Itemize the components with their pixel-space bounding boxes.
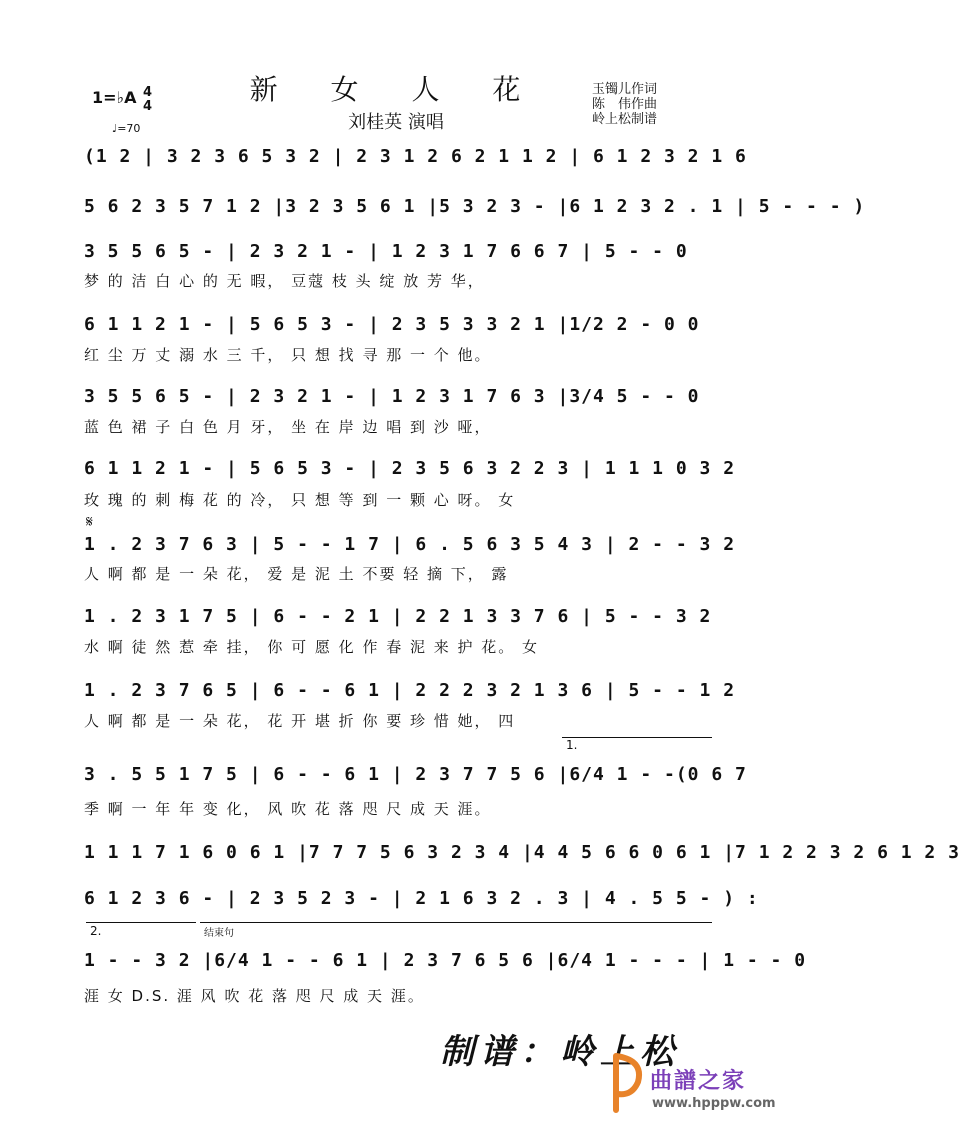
volta-1: 1. bbox=[566, 738, 578, 752]
ending-label: 结束句 bbox=[204, 928, 234, 939]
score-row-10: 3 . 5 5 1 7 5 | 6 - - 6 1 | 2 3 7 7 5 6 |6/4 1 - -(0 6 7 bbox=[84, 764, 747, 785]
lyric-row-7: 人 啊 都 是 一 朵 花， 爱 是 泥 土 不要 轻 摘 下， 露 bbox=[84, 565, 509, 583]
tempo-mark: ♩=70 bbox=[112, 122, 141, 135]
lyric-row-13: 涯 女 D.S. 涯 风 吹 花 落 咫 尺 成 天 涯。 bbox=[84, 987, 425, 1005]
volta-1-line bbox=[562, 737, 712, 738]
lyric-row-6: 玫 瑰 的 刺 梅 花 的 冷， 只 想 等 到 一 颗 心 呀。 女 bbox=[84, 491, 516, 509]
lyric-row-3: 梦 的 洁 白 心 的 无 暇， 豆蔻 枝 头 绽 放 芳 华， bbox=[84, 272, 485, 290]
score-row-4: 6 1 1 2 1 - | 5 6 5 3 - | 2 3 5 3 3 2 1 |1/2 2 - 0 0 bbox=[84, 314, 700, 335]
score-row-3: 3 5 5 6 5 - | 2 3 2 1 - | 1 2 3 1 7 6 6 7 | 5 - - 0 bbox=[84, 241, 688, 262]
score-row-5: 3 5 5 6 5 - | 2 3 2 1 - | 1 2 3 1 7 6 3 |3/4 5 - - 0 bbox=[84, 386, 700, 407]
lyric-row-5: 蓝 色 裙 子 白 色 月 牙， 坐 在 岸 边 唱 到 沙 哑， bbox=[84, 418, 492, 436]
ending-line bbox=[200, 922, 712, 923]
watermark-name: 曲譜之家 bbox=[650, 1068, 747, 1094]
song-title: 新 女 人 花 bbox=[249, 73, 543, 106]
segno-mark: 𝄋 bbox=[86, 512, 93, 531]
watermark-url: www.hpppw.com bbox=[652, 1096, 776, 1111]
lyric-row-8: 水 啊 徒 然 惹 牵 挂， 你 可 愿 化 作 春 泥 来 护 花。 女 bbox=[84, 638, 540, 656]
score-row-7: 1 . 2 3 7 6 3 | 5 - - 1 7 | 6 . 5 6 3 5 4 3 | 2 - - 3 2 bbox=[84, 534, 736, 555]
singer-credit: 刘桂英 演唱 bbox=[348, 112, 444, 133]
arranger-signature: 制谱：岭上松 bbox=[440, 1032, 680, 1072]
score-row-11: 1 1 1 7 1 6 0 6 1 |7 7 7 5 6 3 2 3 4 |4 4 5 6 6 0 6 1 |7 1 2 2 3 2 6 1 2 3 bbox=[84, 842, 960, 863]
watermark-logo-icon bbox=[608, 1052, 650, 1114]
volta-2-line bbox=[86, 922, 196, 923]
time-signature bbox=[143, 86, 152, 114]
lyric-row-10: 季 啊 一 年 年 变 化， 风 吹 花 落 咫 尺 成 天 涯。 bbox=[84, 800, 492, 818]
score-row-13: 1 - - 3 2 |6/4 1 - - 6 1 | 2 3 7 6 5 6 |6/4 1 - - - | 1 - - 0 bbox=[84, 950, 807, 971]
lyric-row-4: 红 尘 万 丈 溺 水 三 千， 只 想 找 寻 那 一 个 他。 bbox=[84, 346, 492, 364]
score-row-9: 1 . 2 3 7 6 5 | 6 - - 6 1 | 2 2 2 3 2 1 3 6 | 5 - - 1 2 bbox=[84, 680, 736, 701]
lyricist: 玉镯儿作词 bbox=[592, 82, 658, 97]
score-row-8: 1 . 2 3 1 7 5 | 6 - - 2 1 | 2 2 1 3 3 7 6 | 5 - - 3 2 bbox=[84, 606, 712, 627]
composer: 陈 伟作曲 bbox=[592, 97, 658, 112]
score-row-12: 6 1 2 3 6 - | 2 3 5 2 3 - | 2 1 6 3 2 . 3 | 4 . 5 5 - ) : bbox=[84, 888, 759, 909]
lyric-row-9: 人 啊 都 是 一 朵 花， 花 开 堪 折 你 要 珍 惜 她， 四 bbox=[84, 712, 516, 730]
score-row-1: (1 2 | 3 2 3 6 5 3 2 | 2 3 1 2 6 2 1 1 2 | 6 1 2 3 2 1 6 bbox=[84, 146, 747, 167]
meter-top: 4 bbox=[143, 85, 153, 100]
credits bbox=[592, 82, 657, 127]
key-signature: 1=♭A bbox=[92, 88, 137, 107]
volta-2: 2. bbox=[90, 924, 102, 938]
score-row-6: 6 1 1 2 1 - | 5 6 5 3 - | 2 3 5 6 3 2 2 3 | 1 1 1 0 3 2 bbox=[84, 458, 736, 479]
meter-bottom: 4 bbox=[143, 99, 153, 114]
score-row-2: 5 6 2 3 5 7 1 2 |3 2 3 5 6 1 |5 3 2 3 - |6 1 2 3 2 . 1 | 5 - - - ) bbox=[84, 196, 866, 217]
arranger: 岭上松制谱 bbox=[592, 112, 658, 127]
